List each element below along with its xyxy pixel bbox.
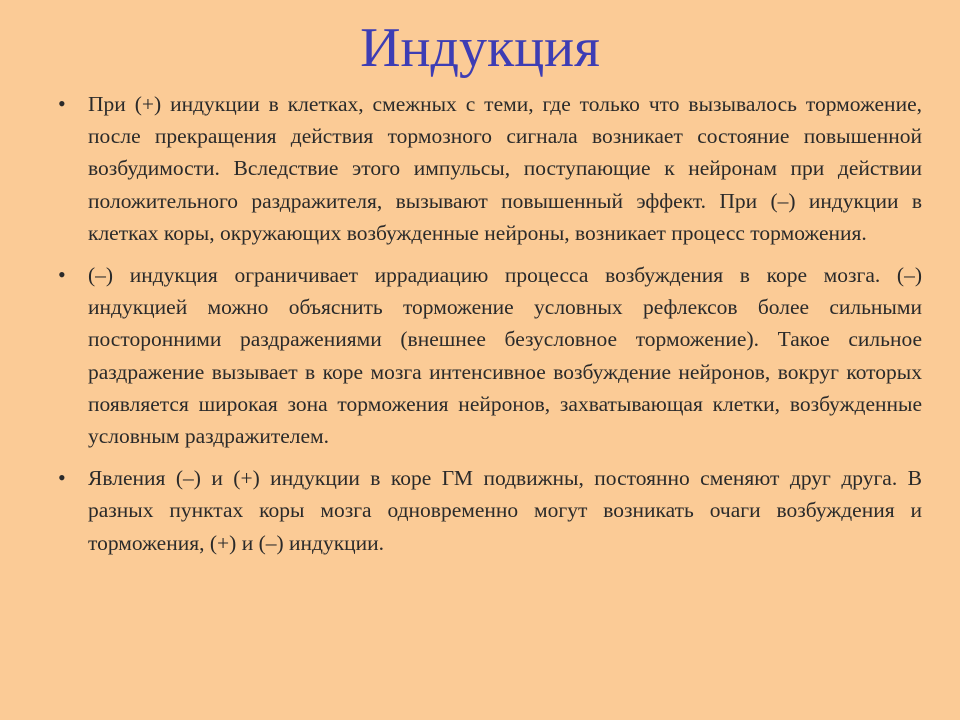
bullet-item-3 — [58, 462, 922, 559]
bullet-text: (–) индукция ограничивает иррадиацию процесса возбуждения в коре мозга. (–) индукцией можно объяснить торможение условных рефлексов более сильными посторонними раздражениями (внешнее безусловное торможение). Такое сильное раздражение вызывает в коре мозга интенсивное возбуждение нейронов, вокруг которых появляется широкая зона торможения нейронов, захватывающая клетки, возбужденные условным раздражителем. — [88, 263, 922, 449]
bullet-item-2 — [58, 259, 922, 452]
bullet-text: Явления (–) и (+) индукции в коре ГМ подвижны, постоянно сменяют друг друга. В разных пунктах коры мозга одновременно могут возникать очаги возбуждения и торможения, (+) и (–) индукции. — [88, 466, 922, 555]
bullet-item-1 — [58, 88, 922, 249]
bullet-text: При (+) индукции в клетках, смежных с теми, где только что вызывалось торможение, после прекращения действия тормозного сигнала возникает состояние повышенной возбудимости. Вследствие этого импульсы, поступающие к нейронам при действии положительного раздражителя, вызывают повышенный эффект. При (–) индукции в клетках коры, окружающих возбужденные нейроны, возникает процесс торможения. — [88, 92, 922, 245]
bullet-marker-icon: • — [58, 262, 66, 288]
bullet-marker-icon: • — [58, 91, 66, 116]
bullet-list — [58, 88, 922, 569]
bullet-marker-icon: • — [58, 465, 66, 491]
slide-title: Индукция — [360, 17, 600, 79]
